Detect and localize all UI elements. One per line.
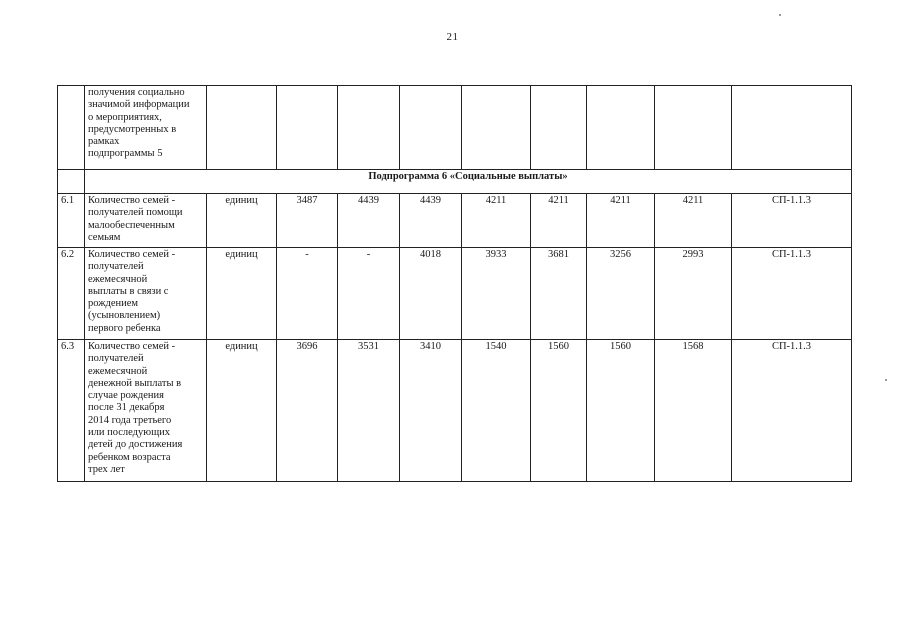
indicator-name-line: или последующих — [88, 427, 171, 439]
section-row — [58, 170, 852, 194]
indicator-name-line: (усыновлением) — [88, 310, 161, 322]
indicator-name-line: малообеспеченным — [88, 219, 175, 231]
indicator-name-cell — [85, 248, 207, 340]
value-cell: 1540 — [462, 340, 531, 482]
indicator-name-cell — [85, 340, 207, 482]
table-row — [58, 86, 852, 170]
row-number-cell: 6.2 — [58, 248, 85, 340]
indicator-name-line: ежемесячной — [88, 273, 148, 285]
page-number: 21 — [446, 31, 459, 43]
value-cell: 4211 — [655, 194, 732, 248]
indicator-name-line: первого ребенка — [88, 322, 161, 334]
value-cell: 4211 — [462, 194, 531, 248]
row-number-cell — [58, 86, 85, 170]
indicator-name-line: получателей помощи — [88, 207, 183, 219]
indicator-name-line: ежемесячной — [88, 365, 148, 377]
indicator-name-line: 2014 года третьего — [88, 414, 172, 426]
row-number-cell: 6.1 — [58, 194, 85, 248]
indicator-name-line: детей до достижения — [88, 439, 183, 451]
table-row — [58, 194, 852, 248]
value-cell: 4211 — [531, 194, 587, 248]
value-cell: 4439 — [400, 194, 462, 248]
value-cell: 3681 — [531, 248, 587, 340]
value-cell: 3256 — [587, 248, 655, 340]
value-cell: 3696 — [277, 340, 338, 482]
value-cell — [400, 86, 462, 170]
indicator-name-line: получателей — [88, 353, 144, 365]
value-cell: 1560 — [587, 340, 655, 482]
section-title: Подпрограмма 6 «Социальные выплаты» — [85, 170, 852, 194]
value-cell: - — [277, 248, 338, 340]
unit-cell: единиц — [207, 340, 277, 482]
code-cell — [732, 86, 852, 170]
indicator-name-line: Количество семей - — [88, 249, 176, 260]
code-cell: СП-1.1.3 — [732, 340, 852, 482]
value-cell — [338, 86, 400, 170]
value-cell — [462, 86, 531, 170]
scan-speck — [885, 379, 887, 381]
row-number-cell: 6.3 — [58, 340, 85, 482]
value-cell — [587, 86, 655, 170]
indicator-name-line: денежной выплаты в — [88, 377, 182, 389]
indicator-name-cell — [85, 194, 207, 248]
indicator-name-line: получения социально — [88, 87, 185, 98]
table-row — [58, 340, 852, 482]
indicator-name-line: получателей — [88, 261, 144, 273]
value-cell: 1568 — [655, 340, 732, 482]
indicator-name-line: Количество семей - — [88, 195, 176, 206]
value-cell: 3933 — [462, 248, 531, 340]
value-cell — [531, 86, 587, 170]
value-cell — [277, 86, 338, 170]
value-cell: 2993 — [655, 248, 732, 340]
indicator-name-line: Количество семей - — [88, 341, 176, 352]
unit-cell: единиц — [207, 194, 277, 248]
scan-speck — [779, 14, 781, 16]
indicator-name-line: о мероприятиях, — [88, 111, 162, 123]
indicator-name-line: рождением — [88, 298, 139, 310]
code-cell: СП-1.1.3 — [732, 248, 852, 340]
indicator-name-line: подпрограммы 5 — [88, 148, 163, 160]
indicator-name-line: предусмотренных в — [88, 123, 177, 135]
indicator-name-cell — [85, 86, 207, 170]
indicator-name-line: случае рождения — [88, 390, 164, 402]
value-cell: 3410 — [400, 340, 462, 482]
value-cell: 3531 — [338, 340, 400, 482]
value-cell: 1560 — [531, 340, 587, 482]
table-row — [58, 248, 852, 340]
value-cell: 4211 — [587, 194, 655, 248]
value-cell: 4018 — [400, 248, 462, 340]
unit-cell: единиц — [207, 248, 277, 340]
indicator-name-line: трех лет — [88, 463, 125, 475]
indicator-name-line: после 31 декабря — [88, 402, 165, 414]
indicator-name-line: семьям — [88, 231, 121, 243]
value-cell — [655, 86, 732, 170]
indicators-table — [57, 85, 852, 482]
unit-cell — [207, 86, 277, 170]
indicator-name-line: ребенком возраста — [88, 451, 171, 463]
indicator-name-line: значимой информации — [88, 99, 190, 111]
code-cell: СП-1.1.3 — [732, 194, 852, 248]
value-cell: - — [338, 248, 400, 340]
value-cell: 4439 — [338, 194, 400, 248]
indicator-name-line: рамках — [88, 136, 120, 148]
value-cell: 3487 — [277, 194, 338, 248]
indicator-name-line: выплаты в связи с — [88, 285, 169, 297]
section-num-cell — [58, 170, 85, 194]
